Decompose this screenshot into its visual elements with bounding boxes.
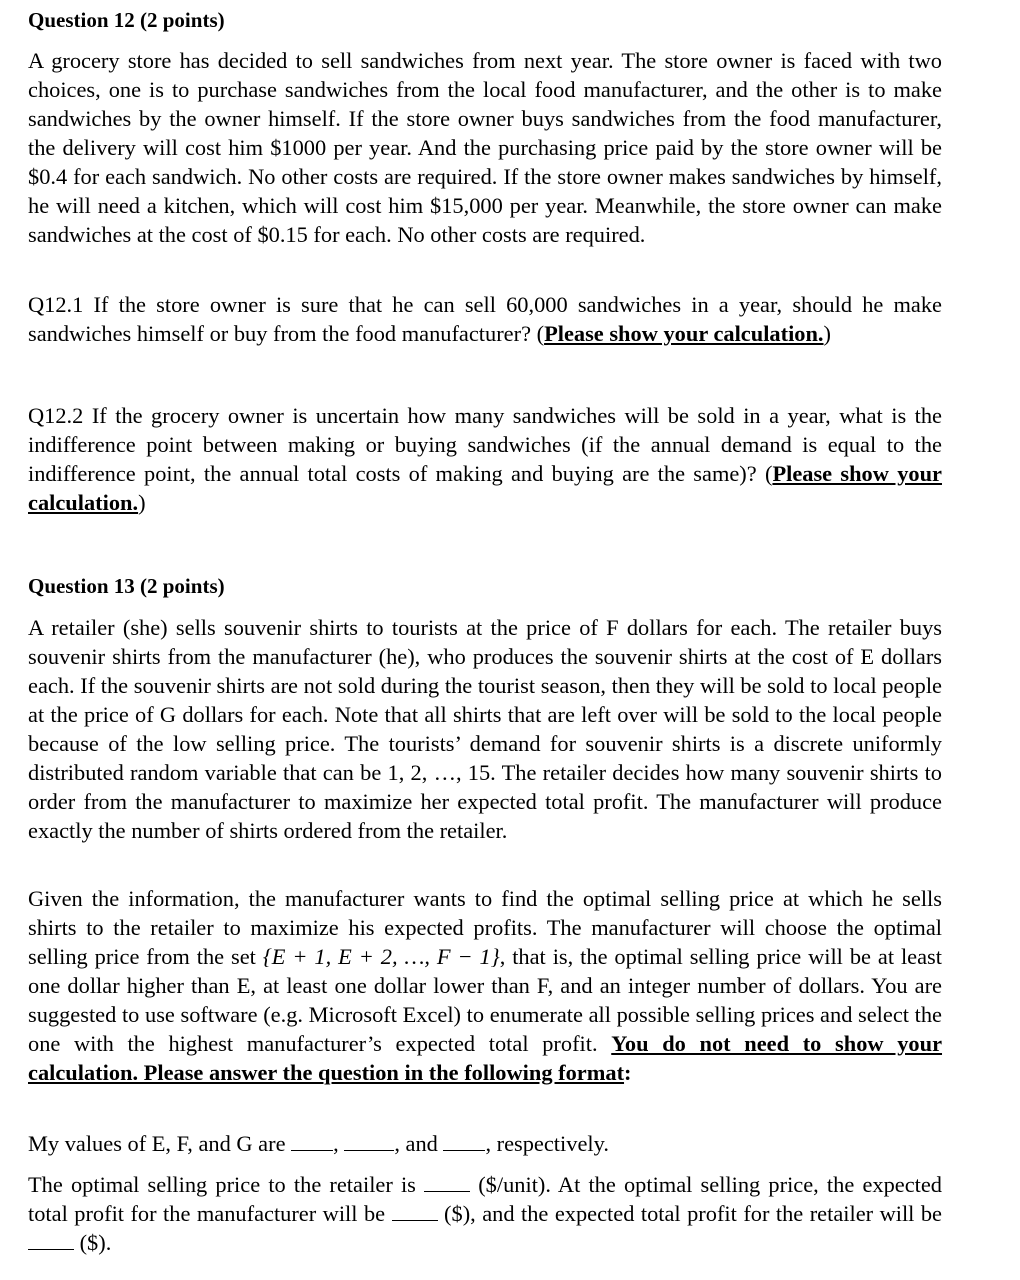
manufacturer-profit-blank[interactable] xyxy=(392,1200,438,1221)
question-12-2-text: Q12.2 If the grocery owner is uncertain how many sandwiches will be sold in a year, what is the indifference point between making or buying sandwiches (if the annual demand is equal to the indifference point, the annual total costs of making and buying are the same)? ( xyxy=(28,403,942,486)
question-12-1 xyxy=(28,290,942,348)
f-value-blank[interactable] xyxy=(344,1130,394,1151)
retailer-profit-blank[interactable] xyxy=(28,1229,74,1250)
question-12-body: A grocery store has decided to sell sandwiches from next year. The store owner is faced with two choices, one is to purchase sandwiches from the local food manufacturer, and the other is to make sandwiches by the owner himself. If the store owner buys sandwiches from the food manufacturer, the delivery will cost him $1000 per year. And the purchasing price paid by the store owner will be $0.4 for each sandwich. No other costs are required. If the store owner makes sandwiches by himself, he will need a kitchen, which will cost him $15,000 per year. Meanwhile, the store owner can make sandwiches at the cost of $0.15 for each. No other costs are required. xyxy=(28,48,942,247)
e-value-blank[interactable] xyxy=(291,1130,333,1151)
question-13-body: A retailer (she) sells souvenir shirts to tourists at the price of F dollars for each. The retailer buys souvenir shirts from the manufacturer (he), who produces the souvenir shirts at the cost of E dollars each. If the souvenir shirts are not sold during the tourist season, then they will be sold to local people at the price of G dollars for each. Note that all shirts that are left over will be sold to the local people because of the low selling price. The tourists’ demand for souvenir shirts is a discrete uniformly distributed random variable that can be 1, 2, …, 15. The retailer decides how many souvenir shirts to order from the manufacturer to maximize her expected total profit. The manufacturer will produce exactly the number of shirts ordered from the retailer. xyxy=(28,615,942,843)
question-12-2-instruction: Please show your calculation. xyxy=(28,461,942,515)
values-sep-1: , xyxy=(333,1131,345,1156)
price-set-expression: {E + 1, E + 2, …, F − 1} xyxy=(262,944,500,969)
question-12-1-close: ) xyxy=(823,321,831,346)
retailer-profit-text: ($), and the expected total profit for the retailer will be xyxy=(437,1201,942,1226)
retailer-profit-unit: ($). xyxy=(74,1230,112,1255)
optimal-price-blank[interactable] xyxy=(424,1171,470,1192)
values-suffix: , respectively. xyxy=(485,1131,609,1156)
optimal-price-answer xyxy=(28,1170,942,1257)
values-prefix: My values of E, F, and G are xyxy=(28,1131,292,1156)
question-12-1-text: Q12.1 If the store owner is sure that he can sell 60,000 sandwiches in a year, should he make sandwiches himself or buy from the food manufacturer? ( xyxy=(28,292,942,346)
question-13-task-text-2: , that is, the optimal selling price will be at least one dollar higher than E, at least one dollar lower than F, and an integer number of dollars. You are suggested to use software (e.g. Microsoft Excel) to enumerate all possible selling prices and select the one with the highest manufacturer’s expected total profit. xyxy=(28,944,942,1056)
question-13-format-instruction: You do not need to show your calculation. Please answer the question in the following format xyxy=(28,1031,943,1085)
optimal-price-text: The optimal selling price to the retailer is xyxy=(28,1172,425,1197)
question-13-heading: Question 13 (2 points) xyxy=(28,574,225,598)
manufacturer-profit-text: ($/unit). At the optimal selling price, the expected total profit for the manufacturer will be xyxy=(28,1172,942,1226)
question-12-heading: Question 12 (2 points) xyxy=(28,8,225,32)
question-12-1-instruction: Please show your calculation. xyxy=(544,321,824,346)
values-answer-line xyxy=(28,1129,942,1158)
values-sep-2: , and xyxy=(394,1131,444,1156)
question-13-colon: : xyxy=(624,1060,632,1085)
question-13-task-text: Given the information, the manufacturer wants to find the optimal selling price at which he sells shirts to the retailer to maximize his expected profits. The manufacturer will choose the optimal selling price from the set xyxy=(28,886,942,969)
question-12-2-close: ) xyxy=(138,490,146,515)
question-12-2 xyxy=(28,401,942,517)
question-13-task xyxy=(28,884,942,1087)
g-value-blank[interactable] xyxy=(443,1130,485,1151)
